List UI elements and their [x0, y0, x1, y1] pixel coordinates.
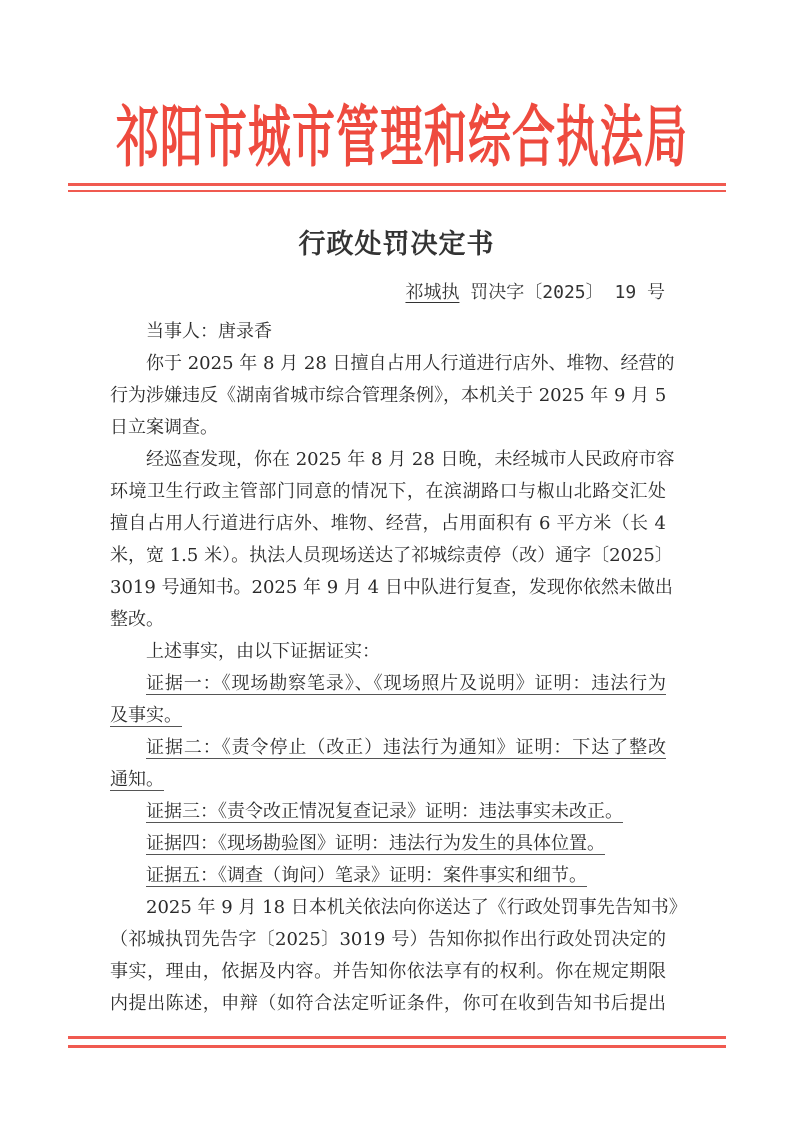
- line-text: 你于 2025 年 8 月 28 日擅自占用人行道进行店外、堆物、经营的: [146, 353, 675, 374]
- letterhead-rule-bottom: [68, 190, 726, 192]
- footer-rule-bottom: [68, 1045, 726, 1048]
- line-text: 证据一：《现场勘察笔录》、《现场照片及说明》证明：违法行为: [146, 673, 666, 694]
- evidence-line: [110, 764, 666, 796]
- line-text: 整改。: [110, 609, 164, 630]
- body-line: [110, 444, 675, 476]
- body-line: [110, 924, 666, 956]
- body-line: [110, 316, 666, 348]
- line-text: 经巡查发现，你在 2025 年 8 月 28 日晚，未经城市人民政府市容: [146, 449, 675, 470]
- line-text: 证据五：《调查（询问）笔录》证明：案件事实和细节。: [146, 865, 587, 886]
- line-text: 证据三：《责令改正情况复查记录》证明：违法事实未改正。: [146, 801, 623, 822]
- evidence-line: [110, 668, 666, 700]
- evidence-line: [110, 732, 666, 764]
- document-number-prefix: 祁城执: [405, 282, 460, 303]
- line-text: 证据二：《责令停止（改正）违法行为通知》证明：下达了整改: [146, 737, 666, 758]
- evidence-line: [110, 796, 666, 828]
- line-text: 3019 号通知书。2025 年 9 月 4 日中队进行复查，发现你依然未做出: [110, 577, 673, 598]
- body-line: [110, 988, 666, 1020]
- body-line: [110, 956, 666, 988]
- body-line: [110, 892, 687, 924]
- line-text: 日立案调查。: [110, 417, 218, 438]
- body-line: [110, 476, 666, 508]
- body-line: [110, 508, 666, 540]
- body-line: [110, 348, 675, 380]
- line-text: 证据四：《现场勘验图》证明：违法行为发生的具体位置。: [146, 833, 605, 854]
- line-text: （祁城执罚先告字〔2025〕3019 号）告知你拟作出行政处罚决定的: [110, 929, 666, 950]
- evidence-line: [110, 828, 666, 860]
- line-text: 内提出陈述，申辩（如符合法定听证条件，你可在收到告知书后提出: [110, 993, 666, 1014]
- evidence-line: [110, 700, 666, 732]
- document-body: [110, 316, 687, 1020]
- letterhead-rule-top: [68, 183, 726, 186]
- line-text: 环境卫生行政主管部门同意的情况下，在滨湖路口与椒山北路交汇处: [110, 481, 666, 502]
- body-line: [110, 572, 673, 604]
- document-number: [405, 278, 665, 304]
- document-number-rest: 罚决字〔2025〕 19 号: [470, 282, 665, 303]
- agency-letterhead: 祁阳市城市管理和综合执法局: [116, 99, 688, 178]
- line-text: 擅自占用人行道进行店外、堆物、经营，占用面积有 6 平方米（长 4: [110, 513, 666, 534]
- line-text: 行为涉嫌违反《湖南省城市综合管理条例》，本机关于 2025 年 9 月 5: [110, 385, 667, 406]
- body-line: [110, 604, 666, 636]
- line-text: 上述事实，由以下证据证实：: [146, 641, 380, 662]
- line-text: 2025 年 9 月 18 日本机关依法向你送达了《行政处罚事先告知书》: [146, 897, 687, 918]
- body-line: [110, 540, 673, 572]
- line-text: 米，宽 1.5 米）。执法人员现场送达了祁城综责停（改）通字〔2025〕: [110, 545, 673, 566]
- evidence-line: [110, 860, 666, 892]
- document-title: 行政处罚决定书: [298, 229, 495, 260]
- line-text: 事实，理由，依据及内容。并告知你依法享有的权利。你在规定期限: [110, 961, 666, 982]
- line-text: 及事实。: [110, 705, 182, 726]
- line-text: 当事人：唐录香: [146, 321, 272, 342]
- line-text: 通知。: [110, 769, 164, 790]
- body-line: [110, 380, 666, 412]
- body-line: [110, 636, 666, 668]
- body-line: [110, 412, 666, 444]
- footer-rule-top: [68, 1036, 726, 1039]
